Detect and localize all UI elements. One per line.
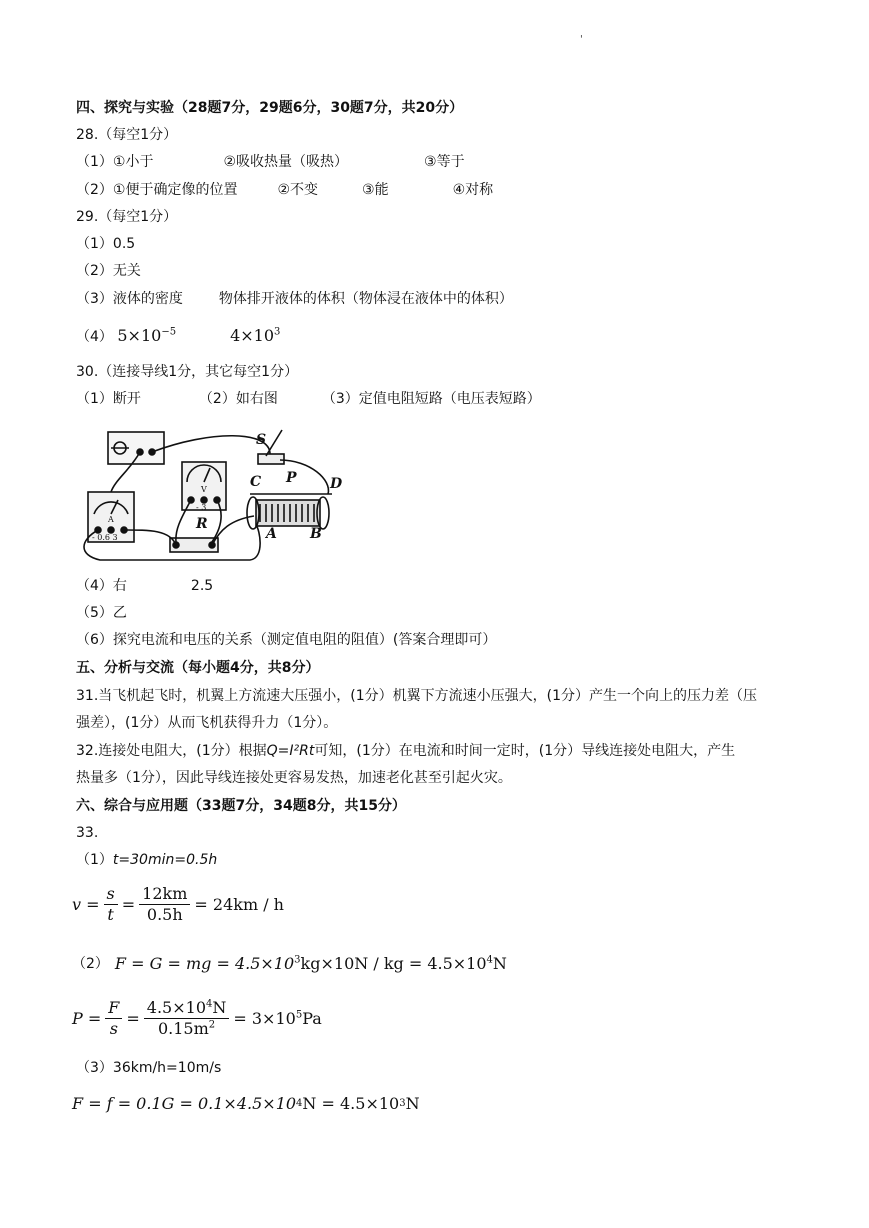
label-S: S bbox=[256, 432, 267, 448]
q29-heading: 29.（每空1分） bbox=[76, 209, 178, 225]
q30-row-1 bbox=[76, 389, 541, 409]
q32-formula: Q=I²Rt bbox=[266, 743, 315, 759]
q29-answer-3 bbox=[76, 289, 513, 309]
section-6-title: 六、综合与应用题（33题7分，34题8分，共15分） bbox=[76, 798, 406, 814]
q28-2-c: ③能 bbox=[362, 182, 389, 198]
voltmeter-scale: - 3 bbox=[196, 503, 207, 512]
q30-3: （3）定值电阻短路（电压表短路） bbox=[321, 391, 541, 407]
label-B: B bbox=[310, 526, 322, 542]
q29-4-label: （4） bbox=[76, 329, 113, 345]
q30-row-5: （5）乙 bbox=[76, 605, 127, 621]
q30-row-4 bbox=[76, 576, 213, 596]
q29-answer-1: （1）0.5 bbox=[76, 236, 136, 252]
q28-1-a: （1）①小于 bbox=[76, 154, 154, 170]
q28-1-c: ③等于 bbox=[424, 154, 465, 170]
q33-heading: 33. bbox=[76, 825, 99, 841]
equation-speed: v = $\frac{s}{t}$ = $\frac{12km}{0.5h}$ = 24km / h bbox=[72, 884, 284, 924]
q33-part-1 bbox=[76, 850, 217, 870]
q28-2-a: （2）①便于确定像的位置 bbox=[76, 182, 238, 198]
q32-line-1 bbox=[76, 741, 735, 761]
q28-row-1 bbox=[76, 152, 465, 172]
q28-2-d: ④对称 bbox=[452, 182, 494, 198]
equation-pressure: P = $\frac{F}{s}$ = $\frac{4.5\times 10^4N}{0.15m^2}$ = $3\times 10^5Pa$ bbox=[72, 998, 322, 1038]
label-R: R bbox=[196, 516, 208, 532]
voltmeter-letter: V bbox=[201, 485, 207, 494]
q33-p2-label: （2） bbox=[72, 956, 109, 972]
q29-answer-4 bbox=[76, 326, 280, 347]
q32-text-a: 32.连接处电阻大，(1分）根据 bbox=[76, 743, 267, 759]
eq-v-rhs: = 24km / h bbox=[194, 895, 284, 914]
label-C: C bbox=[250, 474, 262, 490]
q30-heading: 30.（连接导线1分，其它每空1分） bbox=[76, 364, 299, 380]
switch bbox=[258, 454, 284, 464]
label-D: D bbox=[330, 476, 343, 492]
q28-2-b: ②不变 bbox=[277, 182, 319, 198]
q33-part-3: （3）36km/h=10m/s bbox=[76, 1060, 222, 1076]
q31-line-1: 31.当飞机起飞时，机翼上方流速大压强小，(1分）机翼下方流速小压强大，(1分）产生一个向上的压力差（压 bbox=[76, 688, 758, 704]
equation-friction: F = f = 0.1G = 0.1×4.5×10 4 N = 4.5×10 3 N bbox=[72, 1094, 420, 1113]
q31-line-2: 强差），(1分）从而飞机获得升力（1分）。 bbox=[76, 715, 338, 731]
eq-p-lhs: P = bbox=[72, 1009, 102, 1028]
q30-4-b: 2.5 bbox=[190, 578, 214, 594]
q29-4-value-1: $5\times 10^{-5}$ bbox=[117, 326, 177, 345]
eq-v-lhs: v = bbox=[72, 895, 100, 914]
q28-1-b: ②吸收热量（吸热） bbox=[223, 154, 349, 170]
q32-text-b: 可知，(1分）在电流和时间一定时，(1分）导线连接处电阻大，产生 bbox=[314, 743, 736, 759]
label-A: A bbox=[266, 526, 277, 542]
equation-force: （2） F = G = mg = $4.5\times 10^3kg\times 10N$ / kg = $4.5\times 10^4N$ bbox=[72, 953, 507, 973]
header-mark: ' bbox=[580, 34, 583, 45]
eq-p-frac-2: $\frac{4.5\times 10^4N}{0.15m^2}$ bbox=[144, 998, 230, 1039]
q33-p1-text: t=30min=0.5h bbox=[112, 852, 218, 868]
q29-4-value-2: $4\times 10^3$ bbox=[230, 326, 281, 345]
circuit-diagram bbox=[70, 420, 360, 575]
section-5-title: 五、分析与交流（每小题4分，共8分） bbox=[76, 660, 320, 676]
q29-answer-2: （2）无关 bbox=[76, 263, 141, 279]
eq-v-frac-1: $\frac{s}{t}$ bbox=[104, 884, 118, 925]
ammeter-letter: A bbox=[108, 515, 114, 524]
ammeter-scale: - 0.6 3 bbox=[92, 533, 118, 542]
section-4-title: 四、探究与实验（28题7分，29题6分，30题7分，共20分） bbox=[76, 100, 464, 116]
q30-2: （2）如右图 bbox=[198, 391, 278, 407]
q28-row-2 bbox=[76, 180, 493, 200]
eq-p-rhs: = $3\times 10^5Pa$ bbox=[233, 1009, 322, 1028]
q30-row-6: （6）探究电流和电压的关系（测定值电阻的阻值）(答案合理即可） bbox=[76, 632, 497, 648]
eq-v-frac-2: $\frac{12km}{0.5h}$ bbox=[139, 884, 190, 925]
q28-heading: 28.（每空1分） bbox=[76, 127, 178, 143]
q29-3-b: 物体排开液体的体积（物体浸在液体中的体积） bbox=[218, 291, 513, 307]
eq-p-frac-1: $\frac{F}{s}$ bbox=[105, 998, 122, 1039]
q32-line-2: 热量多（1分），因此导线连接处更容易发热，加速老化甚至引起火灾。 bbox=[76, 770, 512, 786]
q33-p1-label: （1） bbox=[76, 852, 113, 868]
q30-1: （1）断开 bbox=[76, 391, 141, 407]
label-P: P bbox=[286, 470, 297, 486]
q30-4-a: （4）右 bbox=[76, 578, 127, 594]
q29-3-a: （3）液体的密度 bbox=[76, 291, 183, 307]
